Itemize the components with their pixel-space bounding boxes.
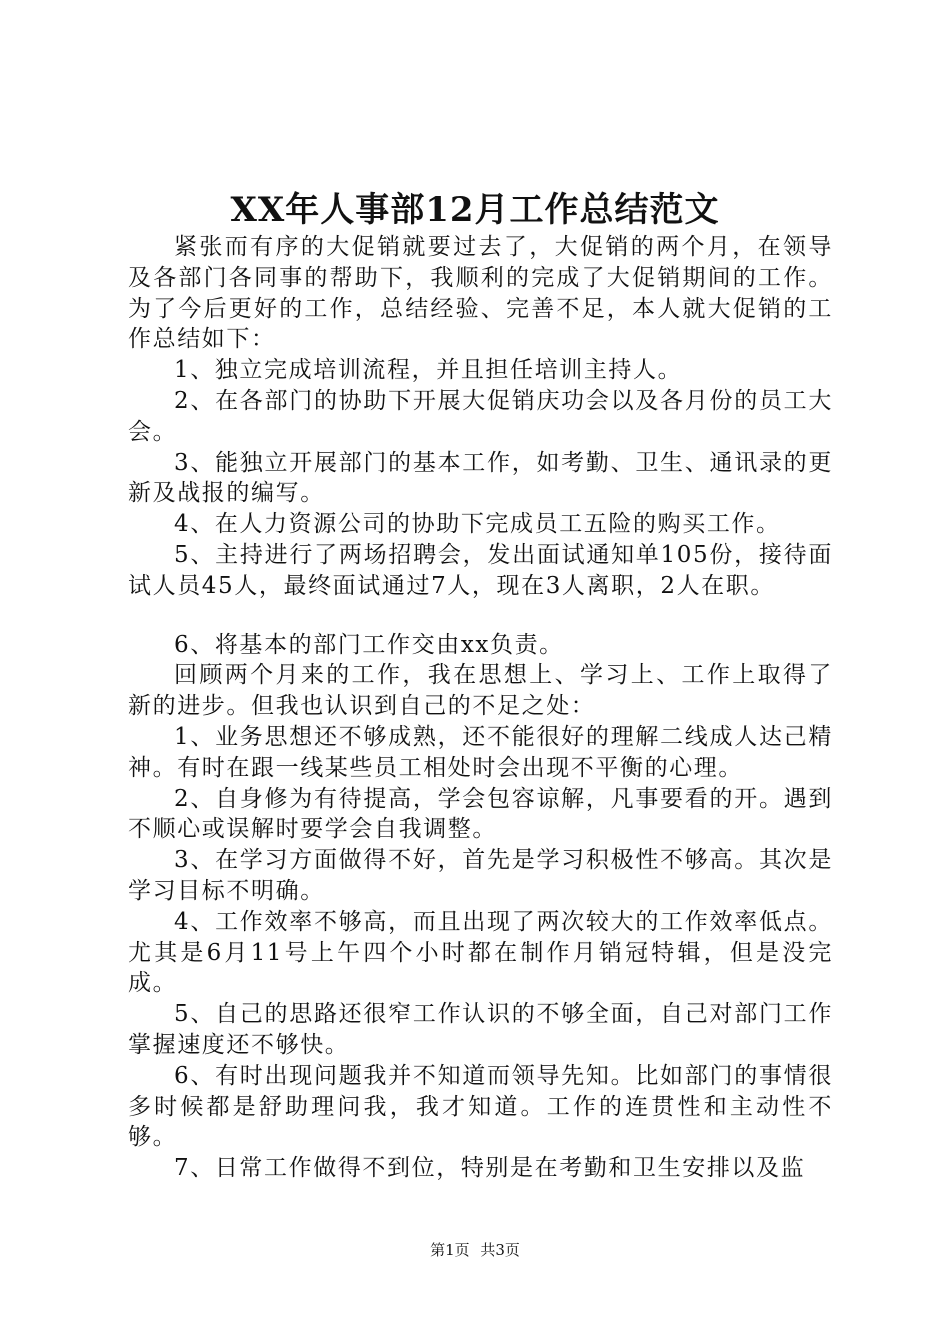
paragraph-item-6: 6、将基本的部门工作交由xx负责。 (174, 631, 564, 658)
document-body (128, 232, 833, 1184)
paragraph-item-3: 3、能独立开展部门的基本工作，如考勤、卫生、通讯录的更新及战报的编写。 (128, 449, 833, 507)
paragraph-shortcoming-3: 3、在学习方面做得不好，首先是学习积极性不够高。其次是学习目标不明确。 (128, 847, 833, 904)
paragraph-shortcoming-1: 1、业务思想还不够成熟，还不能很好的理解二线成人达己精神。有时在跟一线某些员工相处时会出现不平衡的心理。 (128, 723, 833, 781)
paragraph-shortcoming-4: 4、工作效率不够高，而且出现了两次较大的工作效率低点。尤其是6月11号上午四个小时都在制作月销冠特辑，但是没完成。 (128, 908, 833, 997)
paragraph-intro: 紧张而有序的大促销就要过去了，大促销的两个月，在领导及各部门各同事的帮助下，我顺利的完成了大促销期间的工作。为了今后更好的工作，总结经验、完善不足，本人就大促销的工作总结如下： (128, 234, 833, 353)
paragraph-shortcoming-5: 5、自己的思路还很窄工作认识的不够全面，自己对部门工作掌握速度还不够快。 (128, 1001, 833, 1058)
paragraph-item-4: 4、在人力资源公司的协助下完成员工五险的购买工作。 (174, 511, 781, 538)
paragraph-item-5: 5、主持进行了两场招聘会，发出面试通知单105份，接待面试人员45人，最终面试通过7人，现在3人离职，2人在职。 (128, 541, 833, 599)
document-title: XX年人事部12月工作总结范文 (230, 190, 720, 230)
page-total: 共3页 (480, 1241, 520, 1259)
paragraph-shortcoming-2: 2、自身修为有待提高，学会包容谅解，凡事要看的开。遇到不顺心或误解时要学会自我调整。 (128, 785, 833, 843)
paragraph-shortcoming-7: 7、日常工作做得不到位，特别是在考勤和卫生安排以及监 (174, 1155, 806, 1182)
paragraph-review: 回顾两个月来的工作，我在思想上、学习上、工作上取得了新的进步。但我也认识到自己的不足之处： (128, 662, 833, 720)
paragraph-item-1: 1、独立完成培训流程，并且担任培训主持人。 (174, 357, 683, 384)
paragraph-gap (128, 602, 833, 630)
paragraph-shortcoming-6: 6、有时出现问题我并不知道而领导先知。比如部门的事情很多时候都是舒助理问我，我才知道。工作的连贯性和主动性不够。 (128, 1062, 833, 1151)
paragraph-item-2: 2、在各部门的协助下开展大促销庆功会以及各月份的员工大会。 (128, 387, 833, 445)
page-footer (0, 1240, 950, 1260)
page-number: 第1页 (430, 1241, 470, 1259)
